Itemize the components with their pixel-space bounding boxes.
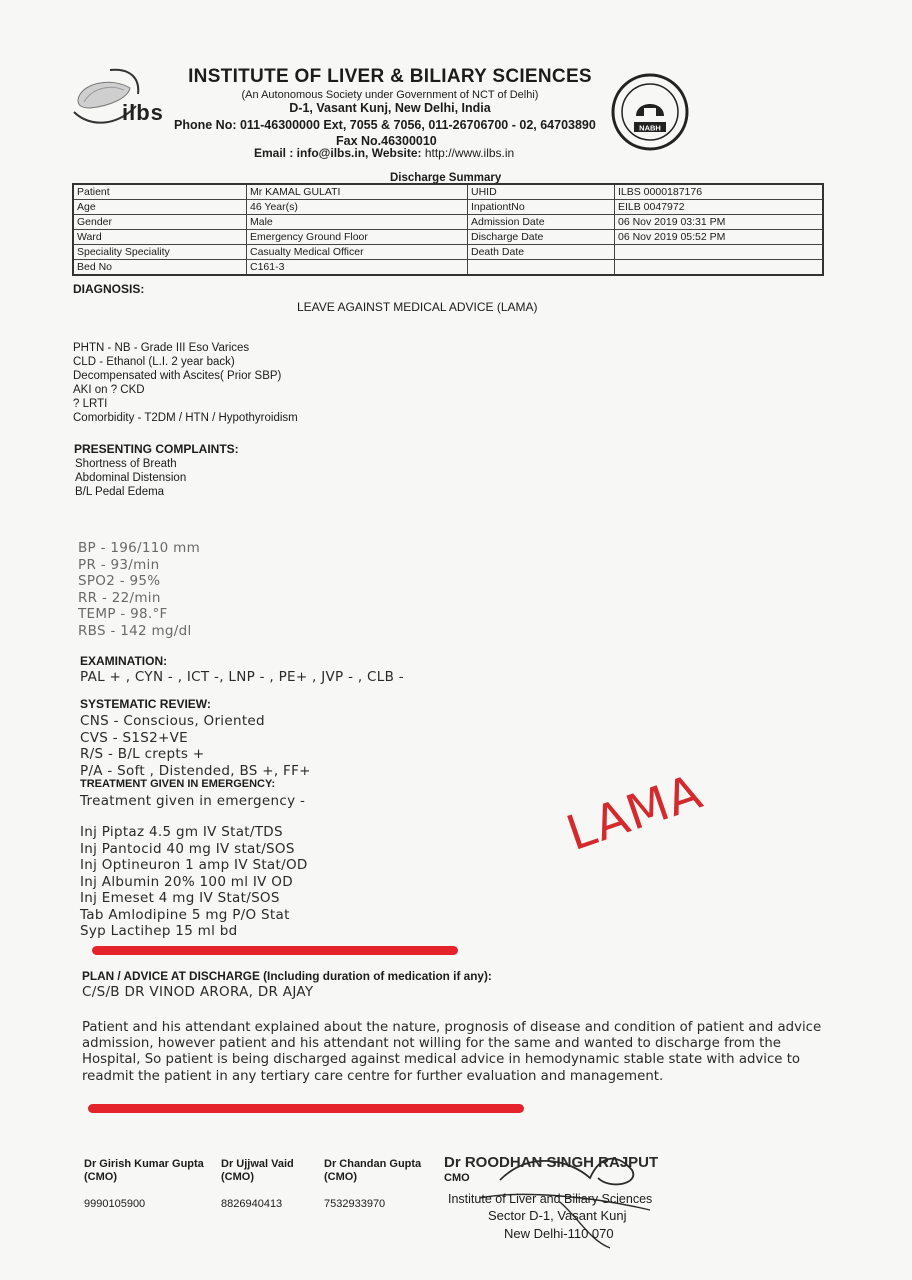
list-item: Syp Lactihep 15 ml bd [80,923,238,939]
institute-name: INSTITUTE OF LIVER & BILIARY SCIENCES [188,66,592,87]
bed-no-label: Bed No [73,260,247,276]
signatory-phone: 7532933970 [324,1198,386,1210]
stamp-doctor-name: Dr ROODHAN SINGH RAJPUT [444,1154,659,1171]
institute-subtitle: (An Autonomous Society under Government of NCT of Delhi) [241,89,539,101]
diagnosis-list [73,341,298,425]
patient-value: Mr KAMAL GULATI [247,184,468,200]
vital-rbs: RBS - 142 mg/dl [78,622,192,639]
email-line [254,146,514,160]
inpatient-no-value: EILB 0047972 [615,200,824,215]
list-item: Inj Optineuron 1 amp IV Stat/OD [80,857,308,873]
examination-heading: EXAMINATION: [80,654,168,668]
phone-line: Phone No: 011-46300000 Ext, 7055 & 7056, 011-26706700 - 02, 64703890 [174,118,596,132]
vital-pr: PR - 93/min [78,556,160,573]
treatment-list [80,824,308,940]
diagnosis-heading: DIAGNOSIS: [73,282,145,296]
list-item: CLD - Ethanol (L.I. 2 year back) [73,356,235,368]
treatment-heading: TREATMENT GIVEN IN EMERGENCY: [80,778,276,790]
list-item: PHTN - NB - Grade III Eso Varices [73,342,250,354]
uhid-label: UHID [468,184,615,200]
admission-date-label: Admission Date [468,215,615,230]
plan-heading: PLAN / ADVICE AT DISCHARGE (Including duration of medication if any): [82,969,492,983]
table-row [73,245,823,260]
signatory-role: (CMO) [84,1171,117,1183]
stamp-institute: Institute of Liver and Biliary Sciences [448,1192,653,1206]
treatment-intro: Treatment given in emergency - [80,793,306,809]
speciality-label: Speciality Speciality [73,245,247,260]
website-link[interactable]: http://www.ilbs.in [424,146,515,160]
list-item: Inj Albumin 20% 100 ml IV OD [80,873,293,890]
bed-no-value: C161-3 [247,260,468,276]
examination-text: PAL + , CYN - , ICT -, LNP - , PE+ , JVP - , CLB - [80,669,404,685]
speciality-value: Casualty Medical Officer [247,245,468,260]
signatory-name: Dr Chandan Gupta [324,1158,422,1170]
vitals-list [78,540,200,639]
signatory-name: Dr Ujjwal Vaid [221,1158,294,1170]
signatory-role: (CMO) [221,1171,254,1183]
list-item: B/L Pedal Edema [75,486,165,498]
list-item: Inj Piptaz 4.5 gm IV Stat/TDS [80,824,283,840]
table-row [73,230,823,245]
review-list [80,713,311,779]
vital-bp: BP - 196/110 mm [78,540,201,556]
patient-label: Patient [73,184,247,200]
vital-temp: TEMP - 98.°F [78,606,168,622]
red-marker-line [88,1104,524,1113]
review-heading: SYSTEMATIC REVIEW: [80,697,211,711]
discharge-summary-title: Discharge Summary [390,172,502,184]
stamp-city: New Delhi-110 070 [504,1226,614,1241]
nabh-label: NABH [639,123,661,133]
list-item: Decompensated with Ascites( Prior SBP) [73,370,282,382]
vital-rr: RR - 22/min [78,589,161,606]
list-item: CNS - Conscious, Oriented [80,713,265,729]
empty-cell [468,260,615,276]
empty-cell [615,260,824,276]
ward-label: Ward [73,230,247,245]
signatory-phone: 8826940413 [221,1198,283,1210]
discharge-date-value: 06 Nov 2019 05:52 PM [615,230,824,245]
signatory-chandan-gupta [324,1158,421,1211]
fax-line: Fax No.46300010 [336,134,437,148]
list-item: Tab Amlodipine 5 mg P/O Stat [80,906,290,923]
age-label: Age [73,200,247,215]
signatory-vaid [221,1158,294,1211]
diagnosis-status: LEAVE AGAINST MEDICAL ADVICE (LAMA) [297,300,538,314]
list-item: AKI on ? CKD [73,384,145,396]
signatory-phone: 9990105900 [84,1198,146,1210]
admission-date-value: 06 Nov 2019 03:31 PM [615,215,824,230]
red-marker-line [92,946,458,955]
inpatient-no-label: InpationtNo [468,200,615,215]
signature-stamp [440,1150,690,1250]
list-item: CVS - S1S2+VE [80,729,188,746]
discharge-date-label: Discharge Date [468,230,615,245]
plan-doctors: C/S/B DR VINOD ARORA, DR AJAY [82,984,314,1000]
nabh-seal-icon [610,72,690,152]
table-row [73,260,823,276]
stamp-role: CMO [444,1172,470,1184]
logo-text: ilbs [122,100,164,125]
table-row [73,184,823,200]
complaints-list [75,457,186,499]
table-row [73,215,823,230]
lama-stamp: LAMA [559,763,710,862]
vital-spo2: SPO2 - 95% [78,573,161,589]
list-item: P/A - Soft , Distended, BS +, FF+ [80,762,311,779]
email-label: Email : info@ilbs.in, Website: [254,146,422,160]
institute-address: D-1, Vasant Kunj, New Delhi, India [289,101,491,115]
list-item: ? LRTI [73,398,108,410]
list-item: Comorbidity - T2DM / HTN / Hypothyroidism [73,412,298,424]
list-item: Inj Pantocid 40 mg IV stat/SOS [80,840,295,857]
gender-label: Gender [73,215,247,230]
list-item: R/S - B/L crepts + [80,746,205,762]
list-item: Shortness of Breath [75,458,177,470]
signatory-gupta [84,1158,204,1211]
list-item: Abdominal Distension [75,472,187,484]
complaints-heading: PRESENTING COMPLAINTS: [74,442,239,456]
stamp-sector: Sector D-1, Vasant Kunj [488,1208,627,1223]
patient-info-table [72,183,824,276]
death-date-value [615,245,824,260]
uhid-value: ILBS 0000187176 [615,184,824,200]
age-value: 46 Year(s) [247,200,468,215]
table-row [73,200,823,215]
ward-value: Emergency Ground Floor [247,230,468,245]
signatory-name: Dr Girish Kumar Gupta [84,1158,204,1170]
institute-header [150,66,630,115]
list-item: Inj Emeset 4 mg IV Stat/SOS [80,890,280,906]
gender-value: Male [247,215,468,230]
signatory-role: (CMO) [324,1171,357,1183]
death-date-label: Death Date [468,245,615,260]
plan-paragraph: Patient and his attendant explained about the nature, prognosis of disease and condition of patient and advice admission, however patient and his attendant not willing for the same and wanted to discharge from the Hospital, So patient is being discharged against medical advice in hemodynamic stable state with advice to readmit the patient in any tertiary care centre for further evaluation and management. [82,1020,822,1084]
